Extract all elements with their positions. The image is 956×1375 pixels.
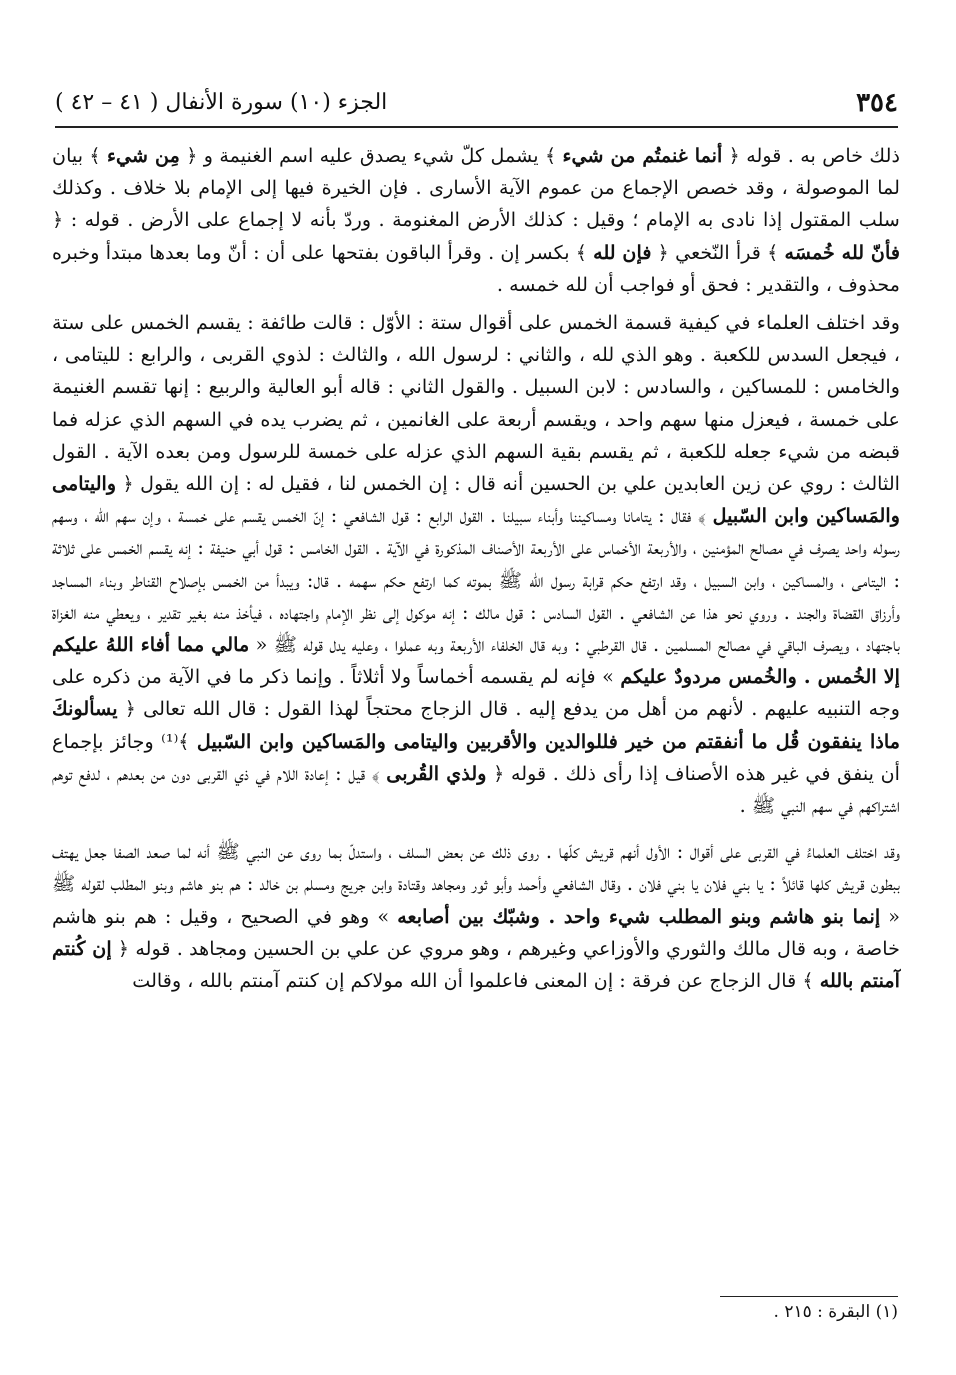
quoted-text: مالي مما أفاء اللهُ عليكم إلا الخُمس . والخُمس مردودٌ عليكم	[52, 633, 900, 689]
body-text	[52, 140, 900, 997]
text-run: وقد اختلف العلماء في كيفية قسمة الخمس على أقوال ستة : الأوّل : قالت طائفة : يقسم الخمس على ستة ، فيجعل السدس للكعبة . وهو الذي لله ، والثاني : لرسول الله ، والثالث : لذوي القربى ، والرابع : لليتامى ، والخامس : للمساكين ، والسادس : لابن السبيل . والقول الثاني : قاله أبو العالية والربيع : إنها تقسم الغنيمة على خمسة ، فيعزل منها سهم واحد ، ويقسم أربعة على الغانمين ، ثم يضرب يده في السهم الذي عزله فما قبضه من شيء جعله للكعبة ، ثم يقسم بقية السهم الذي عزله على خمسة للرسول ومن بعده الآية . القول الثالث : روي عن زين العابدين علي بن الحسين أنه قال : إن الخمس لنا ، فقيل له : إن الله يقول ﴿	[52, 311, 901, 496]
page-header	[55, 82, 898, 122]
paragraph-2	[52, 307, 900, 822]
header-rule	[55, 126, 898, 128]
text-run: ذلك خاص به . قوله ﴿	[722, 144, 900, 167]
text-run: ﴾ قيل : إعادة اللام في ذي القربى دون من بعدهم ، لدفع توهم اشتراكهم في سهم النبي ﷺ .	[52, 761, 900, 818]
text-run: » وهو في الصحيح ، وقيل : هم بنو هاشم خاصة ، وبه قال مالك والثوري والأوزاعي وغيرهم ، وهو مروي عن علي بن الحسين ومجاهد . قوله ﴿	[52, 904, 900, 960]
page-number: ٣٥٤	[856, 88, 898, 118]
paragraph-1	[52, 140, 900, 301]
text-run: ﴾ بكسر إن . وقرأ الباقون بفتحها على أن : أنّ وما بعدها مبتدأ وخبره محذوف ، والتقدير : فحق أو فواجب أن لله خمسه .	[52, 240, 900, 296]
text-run: ﴾⁽¹⁾ وجائز بإجماع أن ينفق في غير هذه الأصناف إذا رأى ذلك . قوله ﴿	[52, 729, 900, 785]
footnote-rule	[720, 1296, 898, 1297]
paragraph-3	[52, 836, 900, 997]
quoted-text: ولذي القُربى	[386, 761, 487, 785]
quoted-text: واليتامى والمَساكين وابن السّبيل	[52, 472, 901, 528]
text-run: ﴾ فقال : يتامانا ومساكيننا وأبناء سبيلنا . القول الرابع : قول الشافعي : إنّ الخمس يقسم على خمسة ، وإن سهم الله ، وسهم رسوله واحد يصرف في مصالح المؤمنين ، والأربعة الأخماس على الأربعة الأصناف المذكورة في الآية . القول الخامس : قول أبي حنيفة : إنه يقسم الخمس على ثلاثة : اليتامى ، والمساكين ، وابن السبيل ، وقد ارتفع حكم قرابة رسول الله ﷺ بموته كما ارتفع حكم سهمه . قال: ويبدأ من الخمس بإصلاح القناطر وبناء المساجد وأرزاق القضاة والجند . وروي نحو هذا عن الشافعي . القول السادس : قول مالك : إنه موكول إلى نظر الإمام واجتهاده ، فيأخذ منه بغير تقدير ، ويعطي منه الغزاة باجتهاد ، ويصرف الباقي في مصالح المسلمين . قال القرطبي : وبه قال الخلفاء الأربعة وبه عملوا ، وعليه يدل قوله ﷺ «	[52, 504, 900, 657]
running-head: الجزء (١٠) سورة الأنفال ( ٤١ – ٤٢ )	[55, 90, 388, 115]
quoted-text: إنما بنو هاشم وبنو المطلب شيء واحد . وشبّك بين أصابعه	[397, 904, 881, 928]
text-run: ﴾ قرأ النّخعي ﴿	[651, 240, 785, 264]
text-run: ﴾ بيان لما الموصولة ، وقد خصص الإجماع من عموم الآية الأسارى . فإن الخيرة فيها إلى الإمام بلا خلاف . وكذلك سلب المقتول إذا نادى به الإمام ؛ وقيل : كذلك الأرض المغنومة . وردّ بأنه لا إجماع على الأرض . قوله : ﴿	[52, 144, 900, 232]
text-run: وقد اختلف العلماءُ في القربى على أقوال : الأول أنهم قريش كلّها . روى ذلك عن بعض السلف ، واستدلّ بما روى عن النبي ﷺ أنه لما صعد الصفا جعل يهتف ببطون قريش كلها قائلاً : يا بني فلان يا بني فلان . وقال الشافعي وأحمد وأبو ثور ومجاهد وقتادة وابن جريج ومسلم بن خالد : هم بنو هاشم وبنو المطلب لقوله ﷺ «	[52, 840, 900, 928]
footnote: (١) البقرة : ٢١٥ .	[773, 1302, 898, 1322]
text-run: ﴾ قال الزجاج عن فرقة : إن المعنى فاعلموا أن الله مولاكم إن كنتم آمنتم بالله ، وقالت	[132, 969, 820, 993]
quoted-text: فإن لله	[593, 240, 652, 264]
quoted-text: يسألونكَ ماذا ينفقون قُل ما أنفقتم من خير فللوالدين والأقربين واليتامى والمَساكين وابن السّبيل	[52, 697, 900, 753]
quoted-text: إن كُنتم آمنتم بالله	[52, 936, 900, 993]
quoted-text: مِن شيء	[106, 144, 180, 167]
quoted-text: أنما غنمتُم من شيء	[562, 144, 723, 167]
quoted-text: فأنّ لله خُمسَه	[784, 240, 901, 264]
text-run: » فإنه لم يقسمه أخماساً ولا أثلاثاً . وإنما ذكر ما في الآية من ذكره على وجه التنبيه عليهم . لأنهم من أهل من يدفع إليه . قال الزجاج محتجاً لهذا القول : قال الله تعالى ﴿	[52, 665, 900, 721]
text-run: ﴾ يشمل كلّ شيء يصدق عليه اسم الغنيمة و ﴿	[179, 144, 563, 167]
